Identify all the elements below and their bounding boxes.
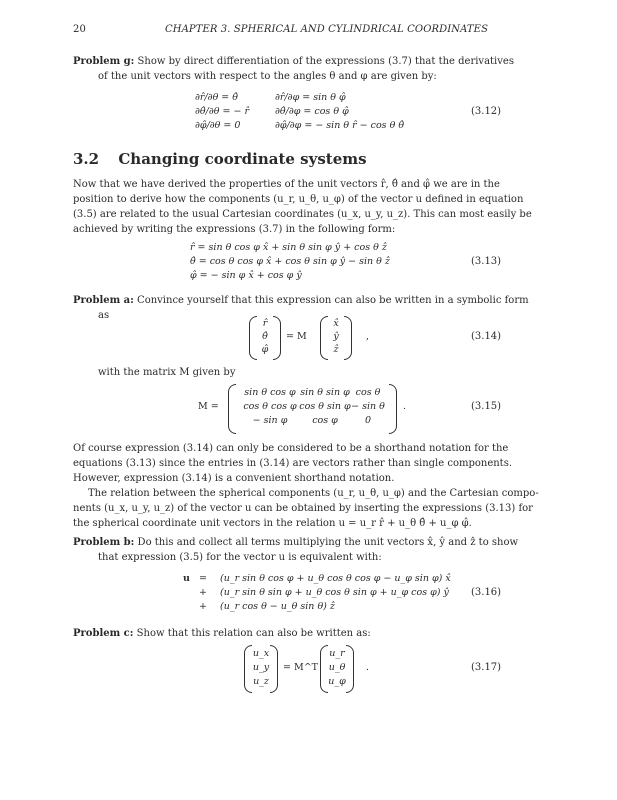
eq317-rhs-right-paren	[346, 645, 354, 693]
eq316-number: (3.16)	[471, 587, 502, 598]
eq317-rhs-utheta: u_θ	[328, 662, 346, 673]
running-title: CHAPTER 3. SPHERICAL AND CYLINDRICAL COORDINATES	[165, 24, 489, 35]
eq313-number: (3.13)	[471, 256, 502, 267]
matrix-cell-1-2: sin θ sin φ	[300, 387, 350, 398]
para2-l5: nents (u_x, u_y, u_z) of the vector u can be obtained by inserting the expressions (3.13) for	[73, 503, 533, 514]
eq312-r1: ∂r̂/∂φ = sin θ φ̂	[275, 92, 346, 103]
matrix-cell-2-1: cos θ cos φ	[243, 401, 297, 412]
eq312-r3: ∂φ̂/∂φ = − sin θ r̂ − cos θ θ̂	[275, 120, 405, 131]
matrix-right-paren	[389, 384, 397, 434]
eq314-lhs-right-paren	[273, 316, 281, 360]
eq316-op1: =	[199, 573, 207, 584]
eq317-mid: = M^T	[283, 662, 319, 673]
problem-a-label: Problem a:	[73, 295, 134, 306]
eq317-trail: .	[366, 662, 370, 673]
problem-b-line1	[73, 535, 518, 551]
para2-l4: The relation between the spherical components (u_r, u_θ, u_φ) and the Cartesian compo-	[88, 488, 539, 499]
eq313-l1: r̂ = sin θ cos φ x̂ + sin θ sin φ ŷ + cos θ ẑ	[190, 242, 387, 253]
eq314-rhs-z: ẑ	[333, 344, 339, 355]
eq316-lhs: u	[183, 573, 190, 584]
section-title: Changing coordinate systems	[118, 150, 367, 168]
eq313-l3: φ̂ = − sin φ x̂ + cos φ ŷ	[190, 270, 302, 281]
eq314-rhs-x: x̂	[333, 318, 339, 329]
para2-l2: equations (3.13) since the entries in (3.14) are vectors rather than single components.	[73, 458, 513, 469]
eq314-lhs-r: r̂	[262, 318, 268, 329]
para1-l2: position to derive how the components (u_r, u_θ, u_φ) of the vector u defined in equation	[73, 194, 524, 205]
matrix-label: M =	[198, 401, 219, 412]
problem-g-line1	[73, 54, 514, 70]
para1-l3: (3.5) are related to the usual Cartesian coordinates (u_x, u_y, u_z). This can most easily be	[73, 209, 532, 220]
eq314-trail: ,	[366, 331, 370, 342]
section-heading	[73, 150, 367, 168]
eq314-mid: = M	[286, 331, 307, 342]
matrix-cell-1-3: cos θ	[355, 387, 381, 398]
matrix-intro-text: with the matrix M given by	[98, 367, 236, 378]
matrix-cell-2-3: − sin θ	[351, 401, 385, 412]
matrix-cell-1-1: sin θ cos φ	[244, 387, 296, 398]
eq316-l2: (u_r sin θ sin φ + u_θ cos θ sin φ + u_φ cos φ) ŷ	[220, 587, 449, 598]
matrix-cell-3-1: − sin φ	[252, 415, 288, 426]
problem-a-line1	[73, 293, 529, 309]
eq314-rhs-right-paren	[344, 316, 352, 360]
matrix-trail: .	[403, 401, 407, 412]
problem-g-label: Problem g:	[73, 56, 135, 67]
para1-l1: Now that we have derived the properties of the unit vectors r̂, θ̂ and φ̂ we are in the	[73, 179, 500, 190]
eq314-rhs-y: ŷ	[333, 331, 339, 342]
para1-l4: achieved by writing the expressions (3.7) in the following form:	[73, 224, 396, 235]
eq314-lhs-phi: φ̂	[261, 344, 269, 355]
eq312-r2: ∂θ̂/∂φ = cos θ φ̂	[275, 106, 349, 117]
eq312-number: (3.12)	[471, 106, 502, 117]
eq317-rhs-uphi: u_φ	[328, 676, 346, 687]
problem-c-line1	[73, 626, 371, 642]
eq316-l3: (u_r cos θ − u_θ sin θ) ẑ	[220, 601, 335, 612]
matrix-cell-3-2: cos φ	[312, 415, 338, 426]
eq317-lhs-ux: u_x	[252, 648, 270, 659]
eq316-l1: (u_r sin θ cos φ + u_θ cos θ cos φ − u_φ sin φ) x̂	[220, 573, 451, 584]
eq314-lhs-theta: θ̂	[262, 331, 268, 342]
eq316-op2: +	[199, 587, 207, 598]
eq312-l1: ∂r̂/∂θ = θ̂	[195, 92, 239, 103]
eq317-lhs-uz: u_z	[253, 676, 269, 687]
problem-g-text1: Show by direct differentiation of the expressions (3.7) that the derivatives	[137, 56, 514, 67]
para2-l6: the spherical coordinate unit vectors in the relation u = u_r r̂ + u_θ θ̂ + u_φ φ̂.	[73, 518, 472, 529]
matrix-cell-2-2: cos θ sin φ	[299, 401, 351, 412]
problem-b-label: Problem b:	[73, 537, 135, 548]
eq317-lhs-uy: u_y	[252, 662, 270, 673]
para2-l3: However, expression (3.14) is a convenient shorthand notation.	[73, 473, 395, 484]
problem-g-text2: of the unit vectors with respect to the angles θ and φ are given by:	[98, 71, 437, 82]
page-number: 20	[73, 24, 86, 35]
problem-a-text1: Convince yourself that this expression can also be written in a symbolic form	[137, 295, 529, 306]
eq312-l3: ∂φ̂/∂θ = 0	[195, 120, 241, 131]
eq317-number: (3.17)	[471, 662, 502, 673]
eq314-number: (3.14)	[471, 331, 502, 342]
problem-c-label: Problem c:	[73, 628, 134, 639]
section-number: 3.2	[73, 150, 100, 168]
eq313-l2: θ̂ = cos θ cos φ x̂ + cos θ sin φ ŷ − sin θ ẑ	[190, 256, 390, 267]
eq316-op3: +	[199, 601, 207, 612]
problem-b-text1: Do this and collect all terms multiplying the unit vectors x̂, ŷ and ẑ to show	[137, 537, 519, 548]
problem-b-text2: that expression (3.5) for the vector u is equivalent with:	[98, 552, 382, 563]
matrix-cell-3-3: 0	[364, 415, 372, 426]
para2-l1: Of course expression (3.14) can only be considered to be a shorthand notation for the	[73, 443, 509, 454]
eq312-l2: ∂θ̂/∂θ = − r̂	[195, 106, 249, 117]
eq315-number: (3.15)	[471, 401, 502, 412]
eq317-lhs-right-paren	[270, 645, 278, 693]
eq317-rhs-ur: u_r	[329, 648, 345, 659]
problem-c-text: Show that this relation can also be written as:	[136, 628, 371, 639]
problem-a-text2: as	[98, 310, 110, 321]
